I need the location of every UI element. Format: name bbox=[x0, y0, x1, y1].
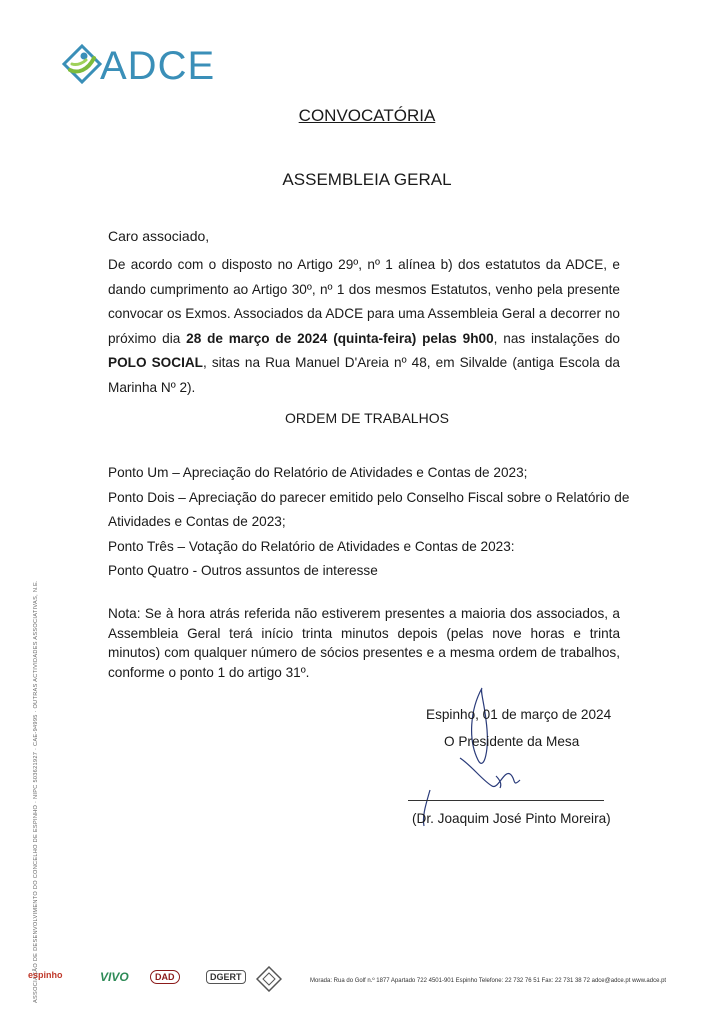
partner-logo-espinho: espinho bbox=[28, 970, 63, 980]
adce-emblem-icon bbox=[62, 44, 102, 84]
document-title: CONVOCATÓRIA bbox=[298, 106, 436, 125]
greeting: Caro associado, bbox=[108, 228, 210, 244]
body-text-1: De acordo com o disposto no Artigo 29º, nº 1 alínea b) dos estatutos da ADCE, e dando cumprimento ao Artigo 30º, nº 1 dos mesmos Estatutos, venho pela presente convocar os Exmos. Associados da ADCE para uma Assembleia Geral a decorrer no próximo dia bbox=[108, 257, 620, 346]
diamond-emblem-icon bbox=[256, 966, 282, 992]
partner-logo-dgert: DGERT bbox=[206, 970, 246, 984]
partner-logo-dad: DAD bbox=[150, 970, 180, 984]
meeting-place: POLO SOCIAL bbox=[108, 355, 203, 371]
agenda-item: Atividades e Contas de 2023; bbox=[108, 514, 286, 529]
agenda-item: Ponto Um – Apreciação do Relatório de Atividades e Contas de 2023; bbox=[108, 465, 528, 480]
document-subtitle: ASSEMBLEIA GERAL bbox=[282, 170, 452, 189]
meeting-date: 28 de março de 2024 (quinta-feira) pelas 9h00 bbox=[186, 330, 494, 346]
partner-logo-vivo: VIVO bbox=[100, 970, 129, 984]
signatory-role: O Presidente da Mesa bbox=[444, 734, 580, 749]
logo-text: ADCE bbox=[100, 44, 216, 88]
agenda-item: Ponto Três – Votação do Relatório de Atividades e Contas de 2023: bbox=[108, 538, 515, 554]
agenda-item: Ponto Quatro - Outros assuntos de interesse bbox=[108, 563, 378, 578]
footer-contact: Morada: Rua do Golf n.º 1877 Apartado 722 4501-901 Espinho Telefone: 22 732 76 51 Fax: 22 731 38 72 adce@adce.pt www.adce.pt bbox=[310, 978, 667, 984]
signature-line bbox=[408, 800, 604, 801]
body-text-2: , nas instalações do bbox=[493, 330, 620, 346]
body-paragraph bbox=[108, 253, 620, 401]
side-registration-text: ASSOCIAÇÃO DE DESENVOLVIMENTO DO CONCELHO DE ESPINHO · NIPC 503621927 · CAE-94995 · OUTRAS ACTIVIDADES ASSOCIATIVAS, N.E. bbox=[33, 580, 39, 1003]
signatory-name: (Dr. Joaquim José Pinto Moreira) bbox=[412, 811, 611, 826]
note-paragraph: Nota: Se à hora atrás referida não estiverem presentes a maioria dos associados, a Assembleia Geral terá início trinta minutos depois (pelas nove horas e trinta minutos) com qualquer número de sócios presentes e a mesma ordem de trabalhos, conforme o ponto 1 do artigo 31º. bbox=[108, 606, 620, 680]
body-text-3: , sitas na Rua Manuel D'Areia nº 48, em Silvalde (antiga Escola da Marinha Nº 2). bbox=[108, 355, 620, 395]
footer bbox=[28, 966, 708, 1000]
agenda-item: Ponto Dois – Apreciação do parecer emitido pelo Conselho Fiscal sobre o Relatório de bbox=[108, 489, 630, 505]
agenda-list bbox=[108, 461, 628, 584]
agenda-title: ORDEM DE TRABALHOS bbox=[285, 410, 449, 426]
place-and-date: Espinho, 01 de março de 2024 bbox=[426, 707, 612, 722]
handwritten-signature bbox=[400, 680, 620, 830]
adce-logo bbox=[62, 40, 232, 90]
